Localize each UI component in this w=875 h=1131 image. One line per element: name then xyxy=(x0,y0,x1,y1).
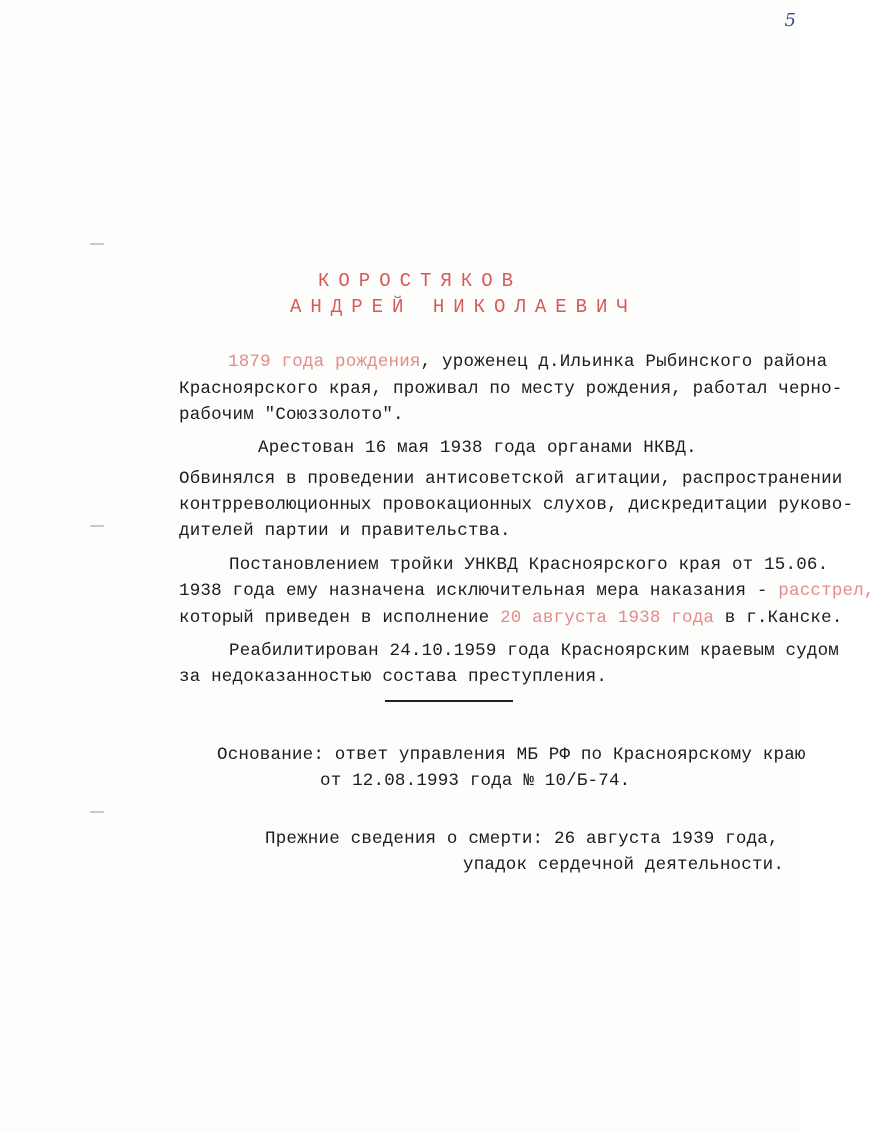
bio-line-3: рабочим "Союззолото". xyxy=(179,405,404,425)
prior-death-line-1: Прежние сведения о смерти: 26 августа 1939 года, xyxy=(265,829,779,849)
charge-line-3: дителей партии и правительства. xyxy=(179,521,511,541)
rehab-line-1: Реабилитирован 24.10.1959 года Красноярским краевым судом xyxy=(229,641,839,661)
punch-hole-mark xyxy=(90,243,104,245)
page-number-mark: 5 xyxy=(784,10,796,31)
punch-hole-mark xyxy=(90,525,104,527)
basis-line-1: Основание: ответ управления МБ РФ по Красноярскому краю xyxy=(217,745,806,765)
separator-rule xyxy=(385,700,513,702)
prior-death-line-2: упадок сердечной деятельности. xyxy=(463,855,785,875)
name-heading: АНДРЕЙ НИКОЛАЕВИЧ xyxy=(290,296,637,318)
sentence-line-2 xyxy=(179,581,875,601)
sentence-text: 1938 года ему назначена исключительная мера наказания - xyxy=(179,581,768,601)
birthplace-text: , уроженец д.Ильинка Рыбинского района xyxy=(420,352,828,372)
sentence-line-1: Постановлением тройки УНКВД Красноярского края от 15.06. xyxy=(229,555,829,575)
sentence-red-text: расстрел, xyxy=(767,581,875,601)
punch-hole-mark xyxy=(90,811,104,813)
birth-year-red-text: 1879 года рождения xyxy=(228,352,421,372)
bio-line-1 xyxy=(228,352,827,372)
arrest-line: Арестован 16 мая 1938 года органами НКВД. xyxy=(258,438,697,458)
execution-place-text: в г.Канске. xyxy=(714,608,843,628)
rehab-line-2: за недоказанностью состава преступления. xyxy=(179,667,608,687)
charge-line-2: контрреволюционных провокационных слухов, дискредитации руково- xyxy=(179,495,854,515)
charge-line-1: Обвинялся в проведении антисоветской агитации, распространении xyxy=(179,469,843,489)
sentence-line-3 xyxy=(179,608,843,628)
basis-line-2: от 12.08.1993 года № 10/Б-74. xyxy=(320,771,631,791)
surname-heading: КОРОСТЯКОВ xyxy=(318,270,523,292)
execution-text: который приведен в исполнение xyxy=(179,608,501,628)
execution-date-red-text: 20 августа 1938 года xyxy=(500,608,715,628)
bio-line-2: Красноярского края, проживал по месту рождения, работал черно- xyxy=(179,379,843,399)
